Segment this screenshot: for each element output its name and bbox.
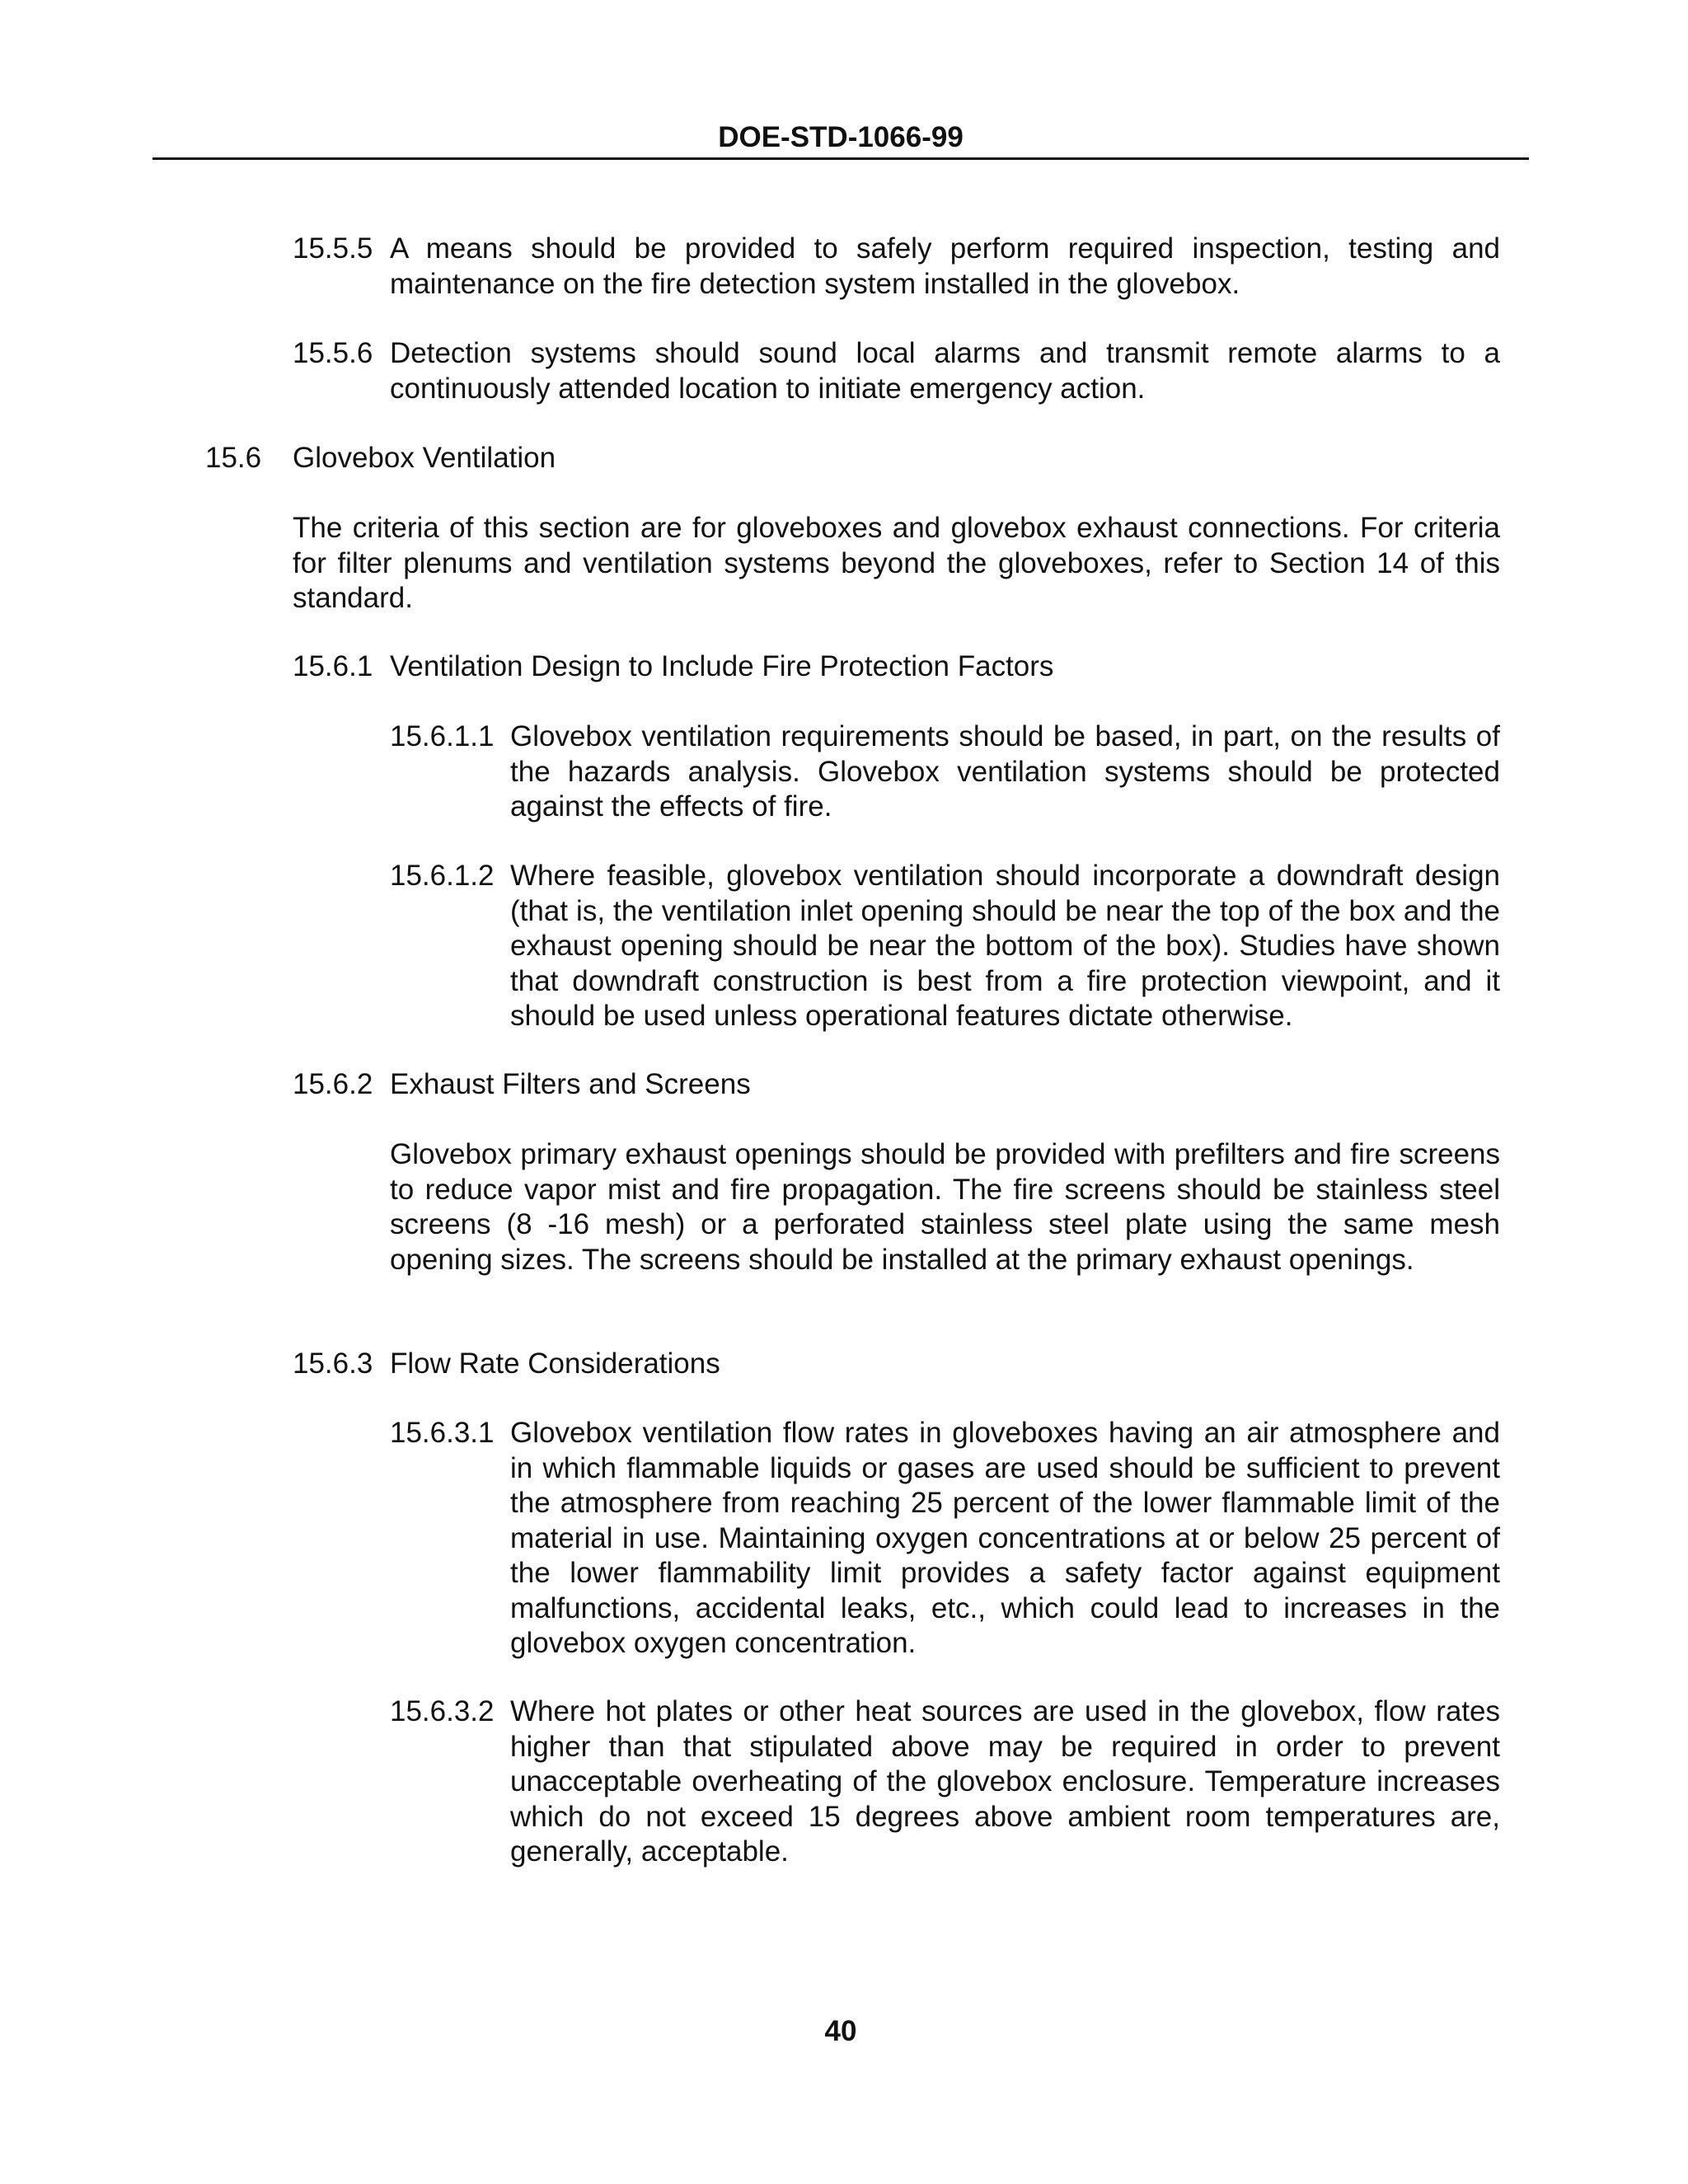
section-heading: Flow Rate Considerations — [390, 1347, 720, 1380]
section-text: Where feasible, glovebox ventilation should incorporate a downdraft design (that is, the ventilation inlet opening should be near the top of the box and the exhaust opening should be near the bottom of the box). Studies have shown that downdraft construction is best from a fire protection viewpoint, and it should be used unless operational features dictate otherwise. — [510, 860, 1500, 1032]
section-number: 15.6 — [205, 442, 262, 474]
section-number: 15.6.2 — [293, 1068, 373, 1100]
section-number: 15.6.3 — [293, 1347, 373, 1380]
section-body: Glovebox primary exhaust openings should be provided with prefilters and fire screens to reduce vapor mist and fire propagation. The fire screens should be stainless steel screens (8 -16 mesh) or a perforated stainless steel plate using the same mesh opening sizes. The screens should be installed at the primary exhaust openings. — [390, 1138, 1500, 1276]
section-number: 15.6.1.1 — [390, 720, 495, 752]
section-15-5-6 — [293, 336, 1500, 406]
section-text: A means should be provided to safely perform required inspection, testing and maintenance on the fire detection system installed in the glovebox. — [390, 232, 1500, 300]
section-15-6-3-heading — [293, 1347, 1500, 1382]
section-15-6-heading — [205, 441, 1500, 476]
document-header-title: DOE-STD-1066-99 — [718, 121, 964, 153]
section-15-6-1-heading — [293, 649, 1500, 685]
section-number: 15.5.5 — [293, 232, 373, 265]
section-15-6-3-1 — [390, 1416, 1500, 1661]
section-15-5-5 — [293, 232, 1500, 302]
section-15-6-2-heading — [293, 1067, 1500, 1103]
section-number: 15.6.1 — [293, 650, 373, 682]
section-15-6-1-2 — [390, 859, 1500, 1034]
page-number: 40 — [824, 2015, 857, 2047]
section-heading: Ventilation Design to Include Fire Protection Factors — [390, 650, 1054, 682]
section-number: 15.6.3.2 — [390, 1695, 495, 1727]
section-number: 15.6.1.2 — [390, 860, 495, 892]
section-body: The criteria of this section are for gloveboxes and glovebox exhaust connections. For criteria for filter plenums and ventilation systems beyond the gloveboxes, refer to Section 14 of this standard. — [293, 512, 1500, 614]
section-heading: Glovebox Ventilation — [293, 442, 556, 474]
section-text: Glovebox ventilation requirements should be based, in part, on the results of the hazards analysis. Glovebox ventilation systems should be protected against the effects of fire. — [510, 720, 1500, 823]
section-text: Glovebox ventilation flow rates in gloveboxes having an air atmosphere and in which flammable liquids or gases are used should be sufficient to prevent the atmosphere from reaching 25 percent of the lower flammable limit of the material in use. Maintaining oxygen concentrations at or below 25 percent of the lower flammability limit provides a safety factor against equipment malfunctions, accidental leaks, etc., which could lead to increases in the glovebox oxygen concentration. — [510, 1417, 1500, 1659]
section-number: 15.5.6 — [293, 337, 373, 369]
section-15-6-body — [293, 511, 1500, 616]
section-15-6-2-body — [390, 1137, 1500, 1277]
section-15-6-1-1 — [390, 719, 1500, 825]
section-15-6-3-2 — [390, 1694, 1500, 1870]
header-divider — [152, 157, 1529, 160]
section-heading: Exhaust Filters and Screens — [390, 1068, 751, 1100]
section-text: Detection systems should sound local alarms and transmit remote alarms to a continuously attended location to initiate emergency action. — [390, 337, 1500, 405]
section-number: 15.6.3.1 — [390, 1417, 495, 1449]
section-text: Where hot plates or other heat sources are used in the glovebox, flow rates higher than that stipulated above may be required in order to prevent unacceptable overheating of the glovebox enclosure. Temperature increases which do not exceed 15 degrees above ambient room temperatures are, generally, acceptable. — [510, 1695, 1500, 1868]
